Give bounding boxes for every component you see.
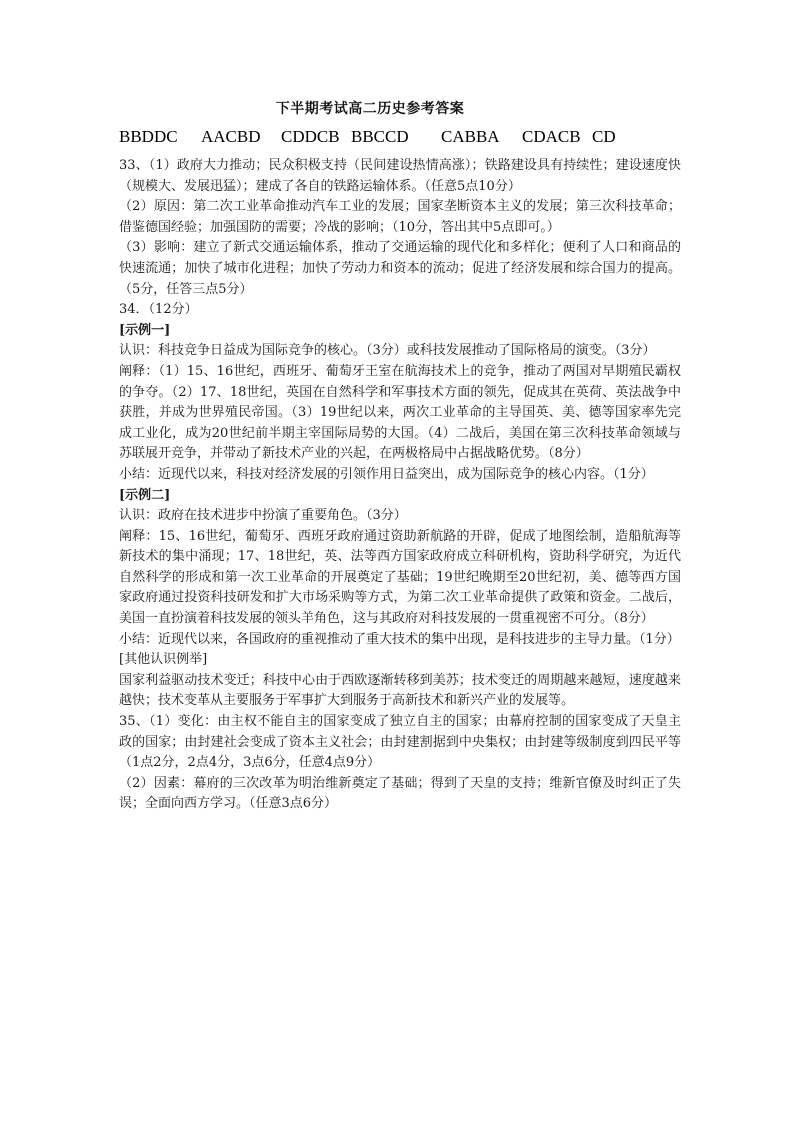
answer-group: CDDCB [281, 127, 340, 146]
answer-paragraph: 国家利益驱动技术变迁；科技中心由于西欧逐渐转移到美苏；技术变迁的周期越来越短，速度越来越快；技术变革从主要服务于军事扩大到服务于高新技术和新兴产业的发展等。 [119, 672, 681, 709]
section-heading: [示例一] [119, 322, 171, 338]
document-title: 下半期考试高二历史参考答案 [275, 101, 465, 117]
answer-paragraph: 阐释：15、16世纪，葡萄牙、西班牙政府通过资助新航路的开辟，促成了地图绘制，造船航海等新技术的集中涌现；17、18世纪，英、法等西方国家政府成立科研机构，资助科学研究，为近代自然科学的形成和第一次工业革命的开展奠定了基础；19世纪晚期至20世纪初，美、德等西方国家政府通过投资科技研发和扩大市场采购等方式，为第二次工业革命提供了政策和资金。二战后，美国一直扮演着科技发展的领头羊角色，这与其政府对科技发展的一贯重视密不可分。（8分） [119, 528, 681, 627]
answer-paragraph: 认识：政府在技术进步中扮演了重要角色。（3分） [119, 508, 407, 524]
answer-paragraph: （2）原因：第二次工业革命推动汽车工业的发展；国家垄断资本主义的发展；第三次科技革命；借鉴德国经验；加强国防的需要；冷战的影响；（10分，答出其中5点即可。） [119, 199, 681, 235]
answer-group: CD [592, 127, 616, 146]
answer-paragraph: （2）因素：幕府的三次改革为明治维新奠定了基础；得到了天皇的支持；维新官僚及时纠正了失误；全面向西方学习。（任意3点6分） [119, 775, 681, 812]
answer-paragraph: 35、（1）变化：由主权不能自主的国家变成了独立自主的国家；由幕府控制的国家变成了天皇主政的国家；由封建社会变成了资本主义社会；由封建割据到中央集权；由封建等级制度到四民平等（1点2分，2点4分，3点6分，任意4点9分） [119, 714, 681, 771]
answer-paragraph: 阐释：（1）15、16世纪，西班牙、葡萄牙王室在航海技术上的竞争，推动了两国对早期殖民霸权的争夺。（2）17、18世纪，英国在自然科学和军事技术方面的领先，促成其在英荷、英法战争中获胜，并成为世界殖民帝国。（3）19世纪以来，两次工业革命的主导国英、美、德等国家率先完成工业化，成为20世纪前半期主宰国际局势的大国。（4）二战后，美国在第三次科技革命领域与苏联展开竞争，并带动了新技术产业的兴起，在两极格局中占据战略优势。（8分） [119, 363, 681, 462]
answer-group: CABBA [441, 127, 500, 146]
answer-paragraph: 认识：科技竞争日益成为国际竞争的核心。（3分）或科技发展推动了国际格局的演变。（3分） [119, 343, 656, 359]
answer-paragraph: [其他认识例举] [119, 652, 208, 668]
answer-group: CDACB [522, 127, 581, 146]
answer-paragraph: （3）影响：建立了新式交通运输体系，推动了交通运输的现代化和多样化；便利了人口和商品的快速流通；加快了城市化进程；加快了劳动力和资本的流动；促进了经济发展和综合国力的提高。（5分，任答三点5分） [119, 240, 681, 297]
answer-body [119, 156, 681, 815]
answer-paragraph: 小结：近现代以来，科技对经济发展的引领作用日益突出，成为国际竞争的核心内容。（1分） [119, 466, 654, 482]
answer-paragraph: 34．（12分） [119, 302, 198, 318]
answer-paragraph: 小结：近现代以来，各国政府的重视推动了重大技术的集中出现，是科技进步的主导力量。（1分） [119, 631, 680, 647]
section-heading: [示例二] [119, 487, 171, 503]
answer-paragraph: 33、（1）政府大力推动；民众积极支持（民间建设热情高涨）；铁路建设具有持续性；建设速度快（规模大、发展迅猛）；建成了各自的铁路运输体系。（任意5点10分） [119, 158, 681, 194]
answer-group: BBDDC [119, 127, 178, 146]
answer-group: AACBD [201, 127, 261, 146]
answer-group: BBCCD [351, 127, 409, 146]
